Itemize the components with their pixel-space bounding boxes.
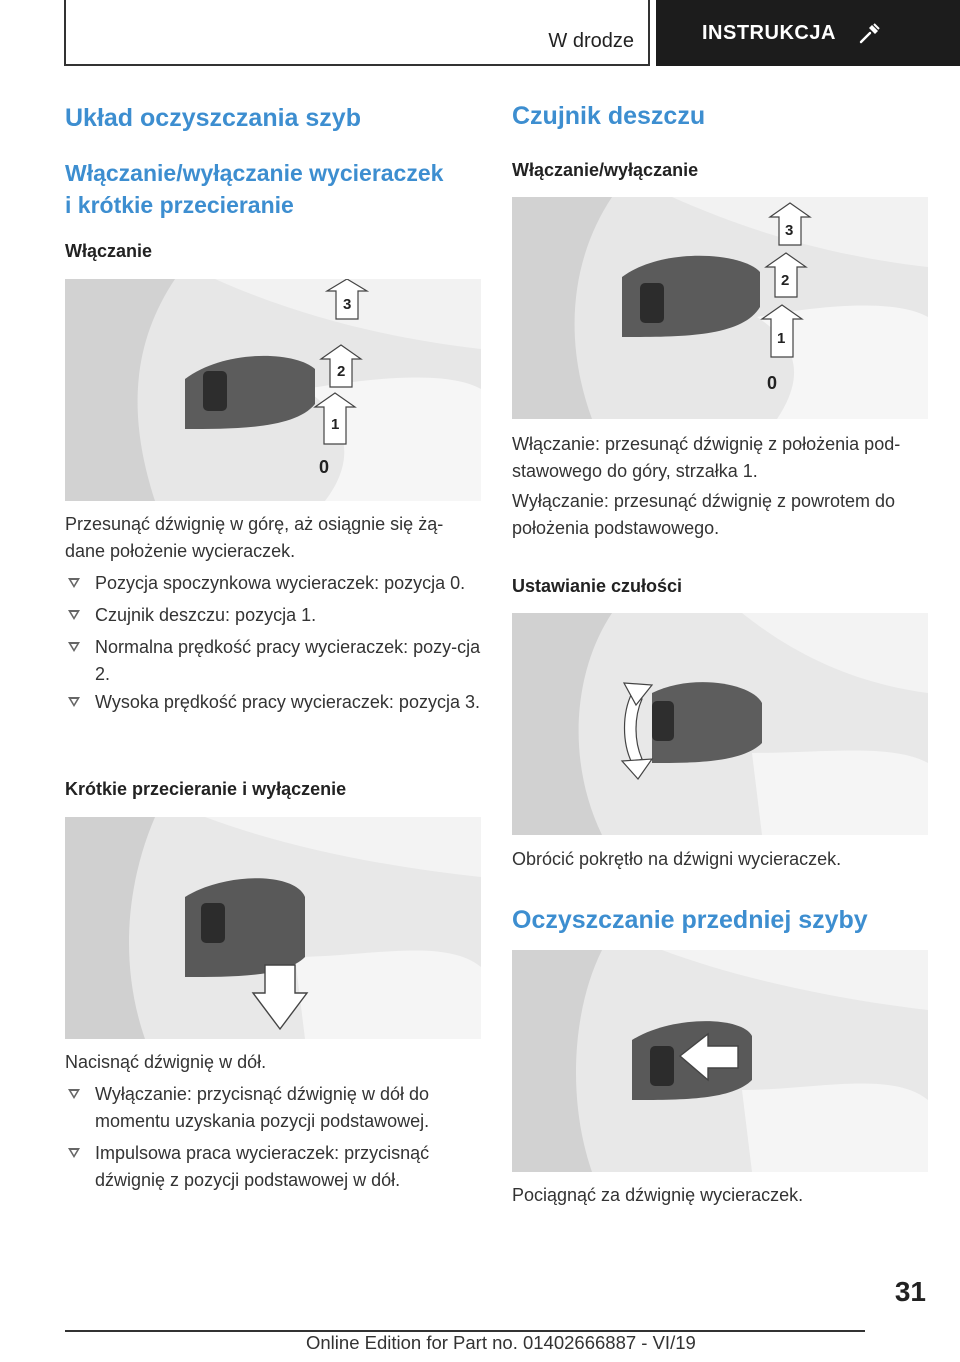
chapter-tag — [656, 0, 960, 66]
rain-on-text: Włączanie: przesunąć dźwignię z położenia pod-stawowego do góry, strzałka 1. — [512, 434, 901, 481]
switch-on-text: Przesunąć dźwignię w górę, aż osiągnie się żą-dane położenie wycieraczek. — [65, 514, 444, 561]
rain-lever-illustration — [512, 197, 928, 419]
position-label-0: 0 — [319, 457, 330, 477]
position-label-1: 1 — [777, 330, 786, 347]
wiper-heading-line1: Włączanie/wyłączanie wycieraczek — [65, 160, 444, 186]
short-wipe-heading: Krótkie przecieranie i wyłączenie — [65, 779, 347, 799]
list-item — [65, 1081, 485, 1135]
windshield-cleaning-heading: Oczyszczanie przedniej szyby — [512, 906, 868, 934]
bullet-triangle-icon — [68, 697, 80, 707]
list-item-text: Czujnik deszczu: pozycja 1. — [95, 605, 317, 625]
sensitivity-text: Obrócić pokrętło na dźwigni wycieraczek. — [512, 849, 842, 869]
sensitivity-illustration — [512, 613, 928, 835]
windshield-cleaning-text: Pociągnąć za dźwignię wycieraczek. — [512, 1185, 804, 1205]
position-label-3: 3 — [343, 296, 352, 313]
list-item — [65, 602, 485, 629]
list-item — [65, 689, 485, 716]
figure-lever-pull — [512, 950, 928, 1172]
list-item — [65, 1140, 485, 1194]
bullet-triangle-icon — [68, 578, 80, 588]
list-item-text: Wysoka prędkość pracy wycieraczek: pozycja 3. — [95, 692, 480, 712]
list-item-text: Wyłączanie: przycisnąć dźwignię w dół do momentu uzyskania pozycji podstawowej. — [95, 1084, 430, 1131]
chapter-tag-label: INSTRUKCJA — [702, 21, 836, 44]
figure-sensitivity-knob — [512, 613, 928, 835]
rain-off-text: Wyłączanie: przesunąć dźwignię z powrotem do położenia podstawowego. — [512, 491, 896, 538]
header-rule — [64, 64, 650, 66]
figure-rain-sensor-lever — [512, 197, 928, 419]
list-item-text: Pozycja spoczynkowa wycieraczek: pozycja 0. — [95, 573, 466, 593]
edition-note: Online Edition for Part no. 01402666887 - VI/19 — [306, 1332, 696, 1353]
position-label-1: 1 — [331, 416, 340, 433]
header-right-rule — [648, 0, 650, 65]
position-label-3: 3 — [785, 222, 794, 239]
lever-up-illustration — [65, 279, 481, 501]
bullet-triangle-icon — [68, 642, 80, 652]
list-item-text: Normalna prędkość pracy wycieraczek: pozy-cja 2. — [95, 637, 481, 684]
wiper-heading-line2: i krótkie przecieranie — [65, 192, 294, 218]
lever-pull-illustration — [512, 950, 928, 1172]
list-item — [65, 570, 485, 597]
list-item — [65, 634, 485, 688]
rain-sensor-heading: Czujnik deszczu — [512, 102, 706, 130]
position-label-0: 0 — [767, 373, 778, 393]
figure-wiper-lever-up — [65, 279, 481, 501]
list-item-text: Impulsowa praca wycieraczek: przycisnąć dźwignię z pozycji podstawowej w dół. — [95, 1143, 430, 1190]
bullet-triangle-icon — [68, 1148, 80, 1158]
figure-wiper-lever-down — [65, 817, 481, 1039]
short-wipe-text: Nacisnąć dźwignię w dół. — [65, 1052, 267, 1072]
page-heading: Układ oczyszczania szyb — [65, 104, 361, 132]
switch-on-heading: Włączanie — [65, 241, 153, 261]
sensitivity-heading: Ustawianie czułości — [512, 576, 683, 596]
position-label-2: 2 — [337, 363, 346, 380]
position-label-2: 2 — [781, 272, 790, 289]
page-number: 31 — [894, 1276, 926, 1307]
bullet-triangle-icon — [68, 610, 80, 620]
section-title: W drodze — [548, 30, 634, 52]
wiper-heading — [65, 157, 443, 221]
wrench-icon — [858, 21, 882, 45]
header-left-rule — [64, 0, 66, 65]
lever-down-illustration — [65, 817, 481, 1039]
rain-onoff-heading: Włączanie/wyłączanie — [512, 160, 699, 180]
bullet-triangle-icon — [68, 1089, 80, 1099]
